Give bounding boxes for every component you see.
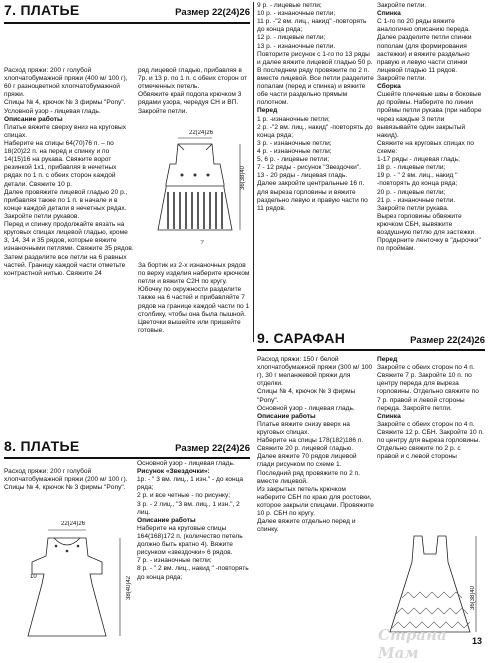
s9-c3-p6: Из закрытых петель крючком наберите СБН по краю для ростовки, которое закрыли спицами. Провяжите 10 р. СБН по кругу. xyxy=(257,485,374,518)
section-7-col2b xyxy=(138,262,250,348)
s7-c3-p10: 4 р. - изнаночные петли; xyxy=(257,147,332,155)
s8-dim-side: 38(40)42 xyxy=(126,575,132,600)
section-7-size: Размер 22(24)26 xyxy=(175,7,250,18)
s8-dim-bottom: 10 xyxy=(30,574,37,580)
s7-c2-p1: Обвяжите край подола крючком 3 рядами узора, чередуя СН и ВП. Закройте петли. xyxy=(138,91,242,115)
section-7-col2a xyxy=(138,67,250,127)
s7-c3-p6: Перед xyxy=(257,107,278,115)
s7-c2b-p1: Юбочку по окружности разделите также на 6 частей и прибавляйте 7 рядов на границе каждой части по 1 столбику, чтобы она была пышной. xyxy=(138,286,250,318)
s7-c3-p12: 7 - 12 ряды - рисунок "Звездочки". xyxy=(257,164,361,172)
s9-c4-p0: Перед xyxy=(377,356,398,363)
section-8-rule xyxy=(4,457,250,459)
s7-c1-p7: Закройте петли рукавов. xyxy=(4,212,80,220)
s7-c1-p4: Платье вяжите сверху вниз на круговых спицах. xyxy=(4,123,127,139)
s8-c1-p0: Расход пряжи: 200 г голубой хлопчатобумажной пряжи (200 м/ 100 г). xyxy=(4,468,128,484)
s7-c3-p14: Далее закройте центральные 16 п. для выреза горловины и вяжите раздельно левую и правую части по 11 рядов. xyxy=(257,180,368,212)
section-9-title: 9. САРАФАН xyxy=(257,330,346,346)
s8-c2-p4: 3 р. - 2 лиц., "3 вм. лиц., 1 изн.", 2 лиц. xyxy=(137,500,240,516)
s8-c2-p2: 1р. - " 3 вм. лиц., 1 изн." - до конца ряда; xyxy=(137,476,244,492)
s7-c4-p12: Вырез горловины обвяжите крючком СБН, вывяжите воздушную петлю для застежки. Продерните ленточку в "дырочки" по проймам. xyxy=(377,212,481,253)
s7-c1-p3: Описание работы xyxy=(4,115,63,123)
s7-c1-p0: Расход пряжи: 200 г голубой хлопчатобумажной пряжи (400 м/ 100 г), 60 г разноцветной хлопчатобумажной пряжи. xyxy=(4,67,128,99)
s7-c1-p2: Условной узор - лицевая гладь. xyxy=(4,107,101,115)
section-8-title: 8. ПЛАТЬЕ xyxy=(4,438,80,454)
s8-c2-p7: 7 р. - изнаночные петли; xyxy=(137,557,212,565)
s7-c4-p2: С 1-го по 20 ряды вяжите аналогично описанию переда. Далее разделите петли спинки пополам (для формирования застежки) и вяжите раздельно правую и левую части спинки лицевой гладью 11 рядов. Закройте петли. xyxy=(377,18,472,82)
s7-c3-p7: 1 р. -изнаночные петли; xyxy=(257,115,330,123)
s7-c4-p7: 18 р. - лицевые петли; xyxy=(377,164,446,172)
section-9-rule xyxy=(257,349,485,351)
section-9-col4 xyxy=(377,356,484,528)
s7-c3-p4: 13 р. - изнаночные петли. xyxy=(257,42,336,50)
s9-c3-p1: Спицы № 4, крючок № 3 фирмы "Pony". xyxy=(257,388,356,404)
section-7-header xyxy=(4,2,250,19)
s7-c1-p6: Далее провяжите лицевой гладью 20 р., прибавляя также по 1 п. в начале и в конце каждой детали в нечетных рядах. xyxy=(4,188,128,212)
section-8-col1 xyxy=(4,468,132,518)
s7-c4-p3: Сборка xyxy=(377,83,401,91)
s8-c2-p1: Рисунок «Звездочки»: xyxy=(137,468,210,476)
section-9-size: Размер 22(24)26 xyxy=(410,335,485,346)
s8-c2-p3: 2 р. и все четные - по рисунку; xyxy=(137,492,231,500)
s7-dim-bottom: ? xyxy=(200,240,204,246)
section-7-col4 xyxy=(377,2,484,325)
s7-c3-p13: 13 - 20 ряды - лицевая гладь. xyxy=(257,172,348,180)
s9-c3-p3: Описание работы xyxy=(257,412,316,420)
s9-c4-p3: Закройте с обеих сторон по 4 п. Свяжите 12 р. СБН. Закройте 10 п. по центру для выреза горловины. Отдельно свяжите по 2 р. с правой и с левой стороны xyxy=(377,420,484,461)
s8-c2-p6: Наберите на круговые спицы 164(168)172 п. (количество петель должно быть кратно 4). Вяжите рисунком «звездочки» 6 рядов. xyxy=(137,524,243,557)
s7-c1-p1: Спицы № 4, крючок № 3 фирмы "Pony". xyxy=(4,99,126,107)
s7-c4-p11: Закройте петли рукава. xyxy=(377,204,449,212)
section-7-title: 7. ПЛАТЬЕ xyxy=(4,2,80,18)
s7-c3-p9: 3 р. - изнаночные петли; xyxy=(257,139,332,147)
s7-c2b-p2: Цветочки вышейте или пришейте готовые. xyxy=(138,318,241,334)
s7-c1-p8: Перед и спинку продолжайте вязать на круговых спицах лицевой гладью, кроме 3, 14, 34 и 35 рядов, которые вяжите изнаночными петлями. Свяжите 35 рядов. Затем разделите все петли на 6 равных частей. Границу каждой части отметьте контрастной нитью. Свяжите 24 xyxy=(4,221,134,277)
s7-c4-p9: 20 р. - лицевые петли; xyxy=(377,188,446,196)
s9-c3-p7: Далее вяжите отдельно перед и спинку. xyxy=(257,518,356,534)
s7-c4-p8: 19 р. - " 2 вм. лиц., накид " -повторять до конца ряда; xyxy=(377,172,458,188)
page-number: 13 xyxy=(472,636,483,646)
section-9-sundress-diagram xyxy=(380,528,480,638)
section-9-header xyxy=(257,330,485,347)
s7-c3-p8: 2 р. -"2 вм. лиц., накид" -повторять до конца ряда; xyxy=(257,123,373,139)
s9-c3-p4: Платье вяжите снизу вверх на круговых спицах. xyxy=(257,420,350,436)
s7-c3-p3: 12 р. - лицевые петли; xyxy=(257,34,326,42)
s8-c2-p0: Основной узор - лицевая гладь. xyxy=(137,460,235,467)
section-7-col1 xyxy=(4,67,134,314)
section-8-header xyxy=(4,438,250,455)
section-7-rule xyxy=(4,22,250,24)
watermark-logo: Страна Мам xyxy=(378,626,447,663)
s9-c4-p2: Спинка xyxy=(377,412,401,420)
s7-c4-p6: 1-17 ряды - лицевая гладь; xyxy=(377,156,460,164)
s8-c2-p8: 8 р. - " 2 вм. лиц., накид " -повторять до конца ряда; xyxy=(137,565,249,581)
s7-c4-p5: Свяжите на круговых спицах по схеме: xyxy=(377,139,474,155)
s9-c4-p1: Закройте с обеих сторон по 4 п. Свяжите 7 р. Закройте 10 п. по центру переда для выреза горловины. Отдельно свяжите по 7 р. правой и левой стороны переда. Закройте петли. xyxy=(377,364,479,412)
section-9-col3 xyxy=(257,356,374,614)
s7-c2b-p0: За бортик из 2-х изнаночных рядов по верху изделия наберите крючком петли и вяжите С2Н по кругу. xyxy=(138,262,250,286)
s7-c3-p5: Повторите рисунок с 1-го по 13 ряды и далее вяжите лицевой гладью 50 р. В последнем ряду провяжите по 2 п. вместе лицевой. Все петли разделите попалам (перед и спинка) и вяжите обе части раздельно прямым полотном. xyxy=(257,50,374,107)
section-7-dress-diagram xyxy=(140,130,250,250)
s7-c3-p11: 5, 6 р. - лицевые петли; xyxy=(257,156,330,164)
s9-c3-p2: Основной узор - лицевая гладь. xyxy=(257,404,355,412)
column-divider xyxy=(253,2,254,342)
s7-c4-p10: 21 р. - изнаночные петли. xyxy=(377,196,456,204)
s9-c3-p0: Расход пряжи: 150 г белой хлопчатобумажной пряжи (300 м/ 100 г), 30 г меланжевой пряжи для отделки. xyxy=(257,356,373,388)
section-8-col2 xyxy=(137,460,249,648)
section-8-size: Размер 22(24)26 xyxy=(175,443,250,454)
s7-dim-top: 22(24)26 xyxy=(188,130,214,136)
s8-c1-p1: Спицы № 4, крючок № 3 фирмы "Pony". xyxy=(4,484,126,492)
s9-c3-p5: Наберите на спицы 178(182)186 п. Свяжите 20 р. лицевой гладью. Далее вяжите 70 рядов лицевой глади рисунком по схеме 1. Последний ряд провяжите по 2 п. вместе лицевой. xyxy=(257,437,364,485)
s7-c4-p4: Сшейте плечевые швы в боковые до проймы. Наберите по линии проймы петли рукава (при наборе через каждые 3 петли вывязывайте один закрытый накид). xyxy=(377,91,482,139)
s8-c2-p5: Описание работы xyxy=(137,516,196,524)
s7-c4-p0: Закройте петли. xyxy=(377,2,427,9)
s7-c3-p1: 10 р. - изнаночные петли; xyxy=(257,10,336,18)
s9-dim-side: 36(38)40 xyxy=(470,585,476,610)
s8-dim-top: 22(24)26 xyxy=(60,521,86,527)
s7-c1-p5: Наберите на спицы 64(70)76 п. – по 18(20)22 п. на перед и спинку и по 14(15)16 на рукава. Свяжите ворот резинкой 1x1, прибавляя в нечетных рядах по 1 п. с обеих сторон каждой детали. Свяжите 10 р. xyxy=(4,139,117,188)
s7-dim-side: 36(38)40 xyxy=(240,165,246,190)
s7-c4-p1: Спинка xyxy=(377,10,401,18)
s7-c3-p0: 9 р. - лицевые петли; xyxy=(257,2,322,9)
s7-c2-p0: ряд лицевой гладью, прибавляя в 7р. и 13 р. по 1 п. с обеих сторон от отмеченных петель. xyxy=(138,67,248,91)
section-8-dress-diagram xyxy=(8,518,132,646)
s7-c3-p2: 11 р. -"2 вм. лиц., накид" -повторять до конца ряда; xyxy=(257,18,367,34)
section-7-col3 xyxy=(257,2,374,294)
